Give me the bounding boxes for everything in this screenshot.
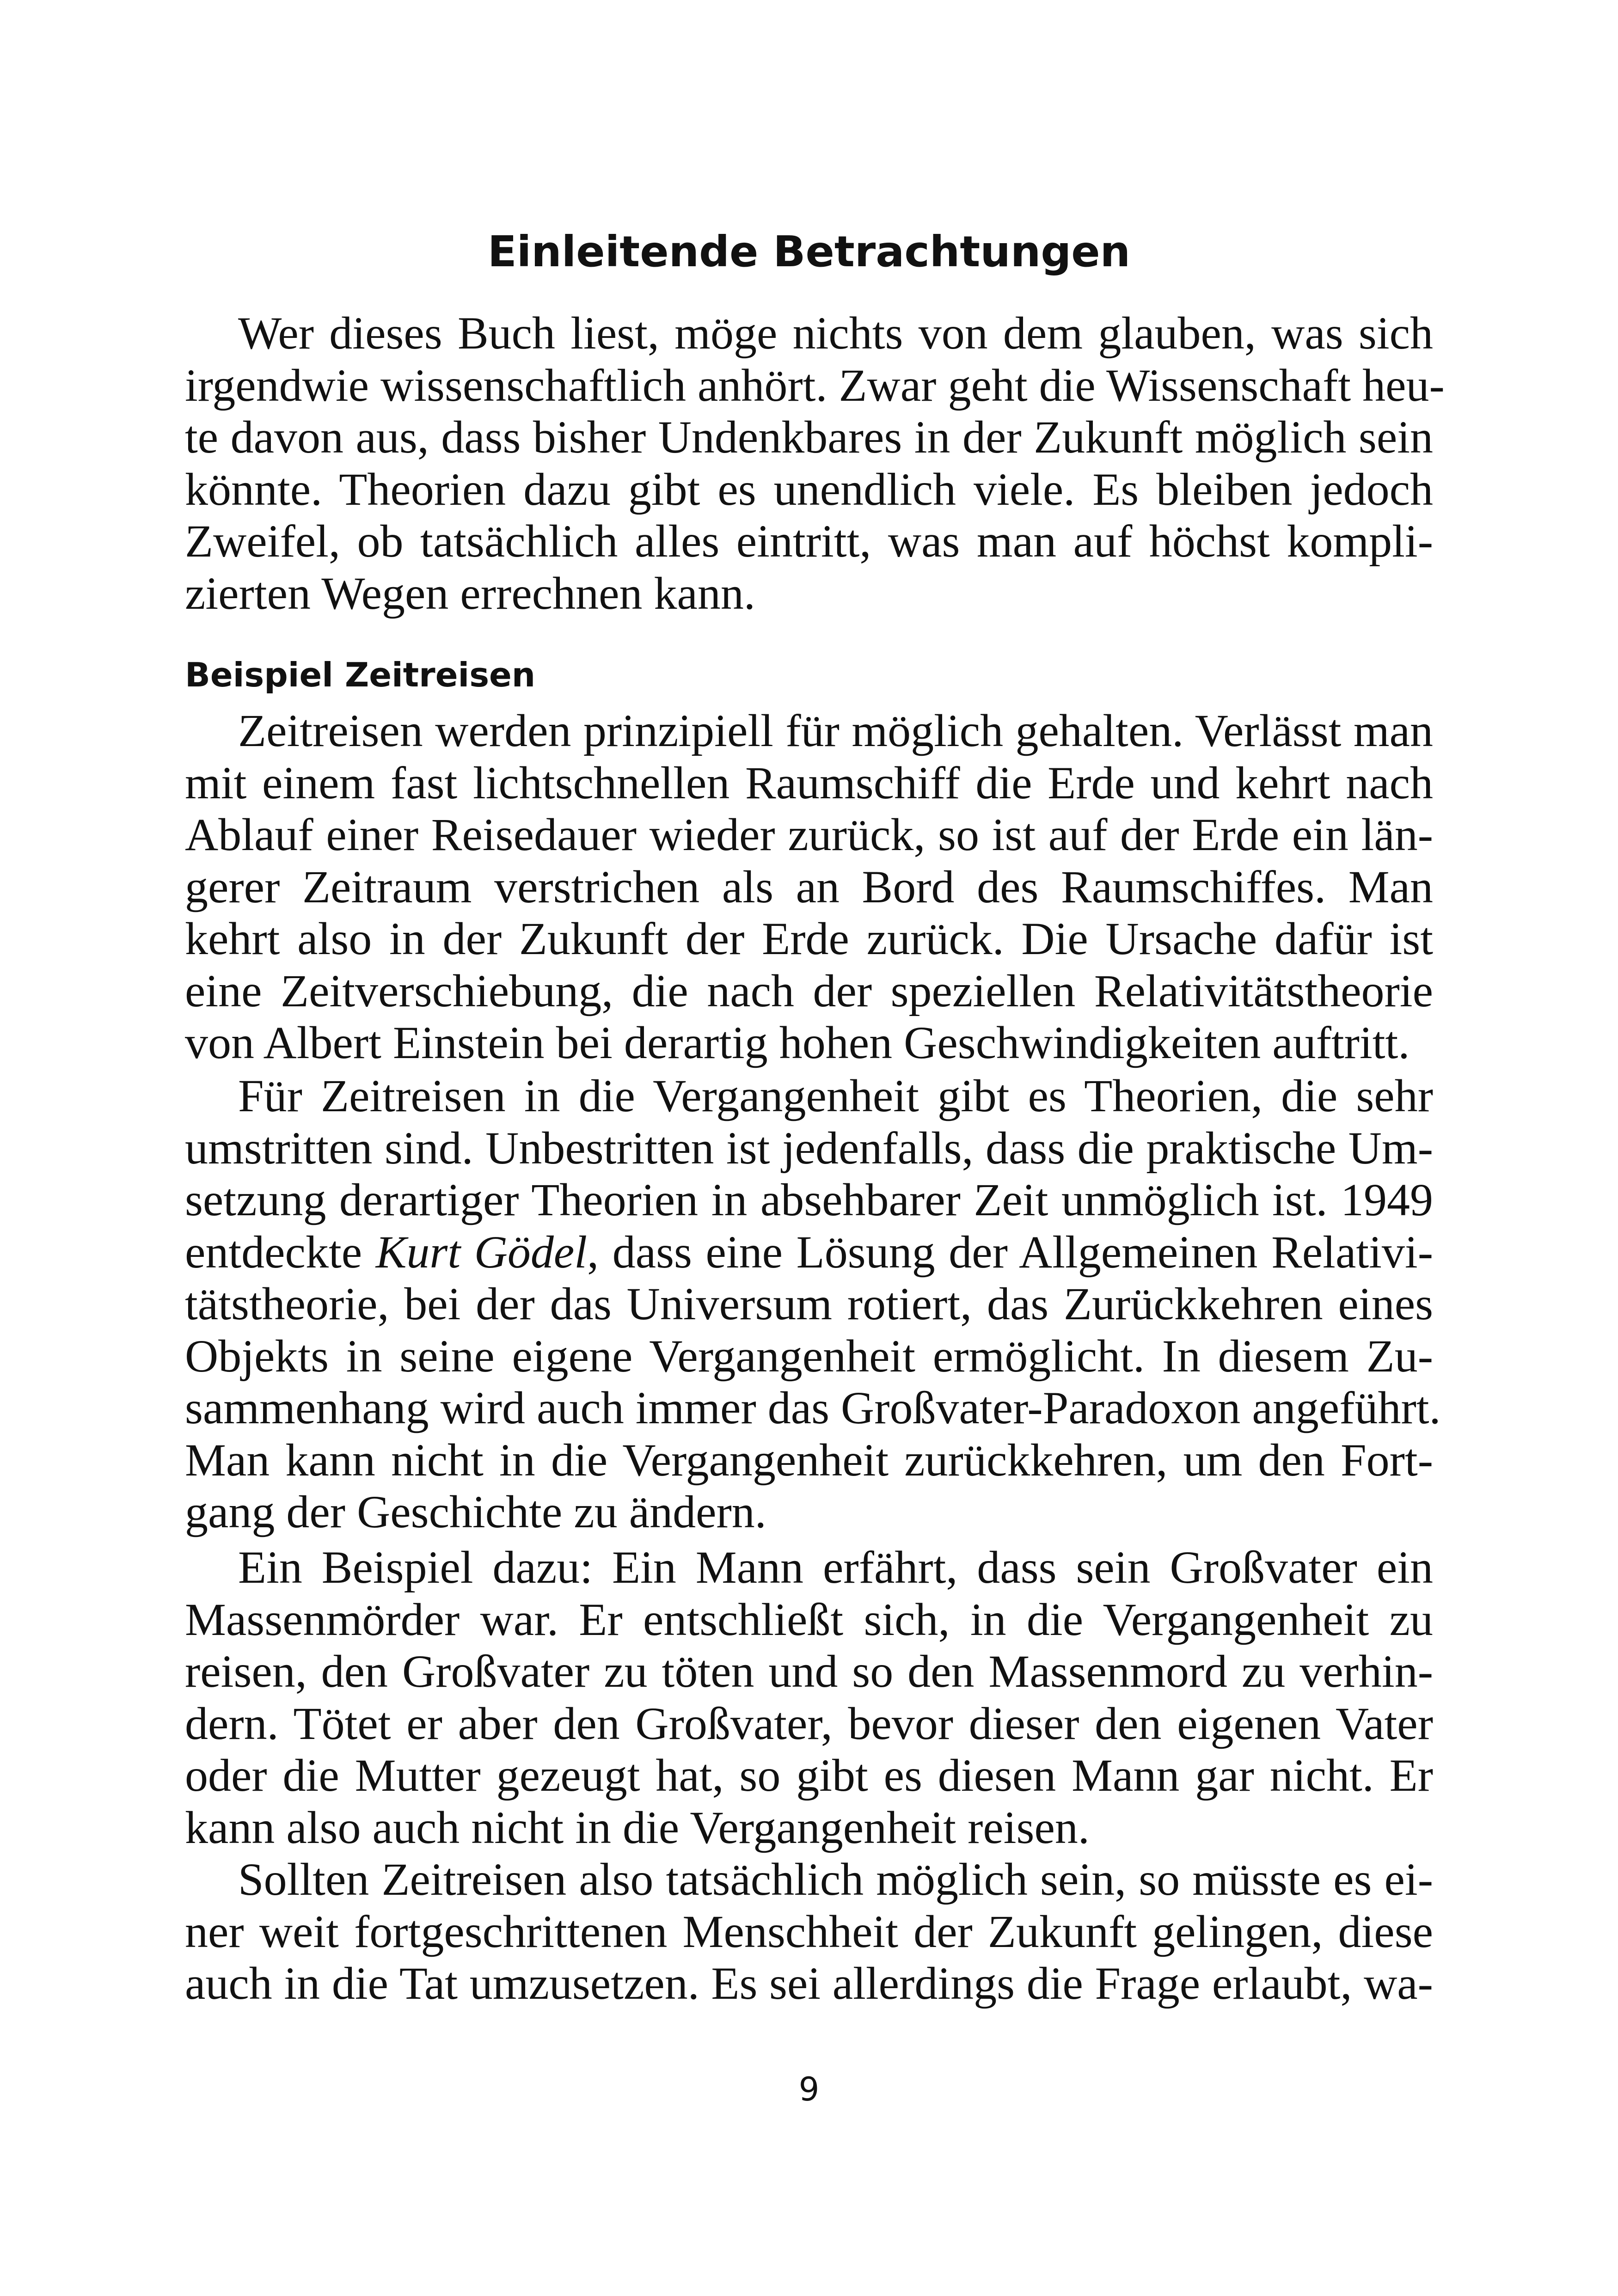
text-line: oder die Mutter gezeugt hat, so gibt es diesen Mann gar nicht. Er xyxy=(185,1750,1433,1801)
text-line: Ablauf einer Reisedauer wieder zurück, so ist auf der Erde ein län- xyxy=(185,809,1433,860)
text-line: irgendwie wissenschaftlich anhört. Zwar geht die Wissenschaft heu- xyxy=(185,359,1445,411)
text-line: Massenmörder war. Er entschließt sich, in die Vergangenheit zu xyxy=(185,1593,1433,1645)
text-line: kehrt also in der Zukunft der Erde zurück. Die Ursache dafür ist xyxy=(185,913,1433,964)
text-line: reisen, den Großvater zu töten und so den Massenmord zu verhin- xyxy=(185,1646,1433,1697)
person-name: Kurt Gödel xyxy=(375,1226,588,1278)
text-segment: , dass eine Lösung der Allgemeinen Relativi- xyxy=(587,1226,1433,1278)
text-line: te davon aus, dass bisher Undenkbares in der Zukunft möglich sein xyxy=(185,411,1433,463)
text-line: Zweifel, ob tatsächlich alles eintritt, was man auf höchst kompli- xyxy=(185,515,1433,567)
text-line: Sollten Zeitreisen also tatsächlich möglich sein, so müsste es ei- xyxy=(238,1854,1433,1905)
text-line: Ein Beispiel dazu: Ein Mann erfährt, dass sein Großvater ein xyxy=(238,1542,1433,1593)
text-line: gerer Zeitraum verstrichen als an Bord des Raumschiffes. Man xyxy=(185,861,1433,912)
text-line: ner weit fortgeschrittenen Menschheit der Zukunft gelingen, diese xyxy=(185,1905,1433,1957)
text-line: umstritten sind. Unbestritten ist jedenfalls, dass die praktische Um- xyxy=(185,1122,1433,1174)
text-line: sammenhang wird auch immer das Großvater-Paradoxon angeführt. xyxy=(185,1382,1441,1433)
text-line: gang der Geschichte zu ändern. xyxy=(185,1486,766,1537)
text-line: Objekts in seine eigene Vergangenheit ermöglicht. In diesem Zu- xyxy=(185,1330,1433,1382)
chapter-title: Einleitende Betrachtungen xyxy=(487,227,1131,276)
text-line: Wer dieses Buch liest, möge nichts von dem glauben, was sich xyxy=(238,307,1433,359)
paragraph-1 xyxy=(185,705,1433,1069)
intro-paragraph xyxy=(185,307,1445,619)
text-segment: entdeckte xyxy=(185,1226,376,1278)
text-line: Zeitreisen werden prinzipiell für möglich gehalten. Verlässt man xyxy=(238,705,1433,756)
paragraph-4 xyxy=(185,1854,1433,2010)
text-line: auch in die Tat umzusetzen. Es sei allerdings die Frage erlaubt, wa- xyxy=(185,1958,1433,2009)
paragraph-3 xyxy=(185,1542,1433,1854)
text-line xyxy=(185,1226,1433,1279)
text-line: mit einem fast lichtschnellen Raumschiff die Erde und kehrt nach xyxy=(185,757,1433,808)
text-line: Für Zeitreisen in die Vergangenheit gibt es Theorien, die sehr xyxy=(238,1070,1433,1121)
text-line: eine Zeitverschiebung, die nach der speziellen Relativitätstheorie xyxy=(185,965,1433,1016)
text-line: zierten Wegen errechnen kann. xyxy=(185,567,755,619)
text-line: könnte. Theorien dazu gibt es unendlich viele. Es bleiben jedoch xyxy=(185,463,1433,515)
text-line: dern. Tötet er aber den Großvater, bevor dieser den eigenen Vater xyxy=(185,1697,1433,1749)
section-heading: Beispiel Zeitreisen xyxy=(185,655,536,694)
page-number: 9 xyxy=(798,2070,820,2108)
text-line: tätstheorie, bei der das Universum rotiert, das Zurückkehren eines xyxy=(185,1278,1433,1329)
text-line: setzung derartiger Theorien in absehbarer Zeit unmöglich ist. 1949 xyxy=(185,1174,1433,1225)
text-line: kann also auch nicht in die Vergangenheit reisen. xyxy=(185,1801,1090,1853)
text-line: Man kann nicht in die Vergangenheit zurückkehren, um den Fort- xyxy=(185,1434,1433,1486)
text-line: von Albert Einstein bei derartig hohen Geschwindigkeiten auftritt. xyxy=(185,1017,1410,1068)
paragraph-2 xyxy=(185,1070,1441,1538)
